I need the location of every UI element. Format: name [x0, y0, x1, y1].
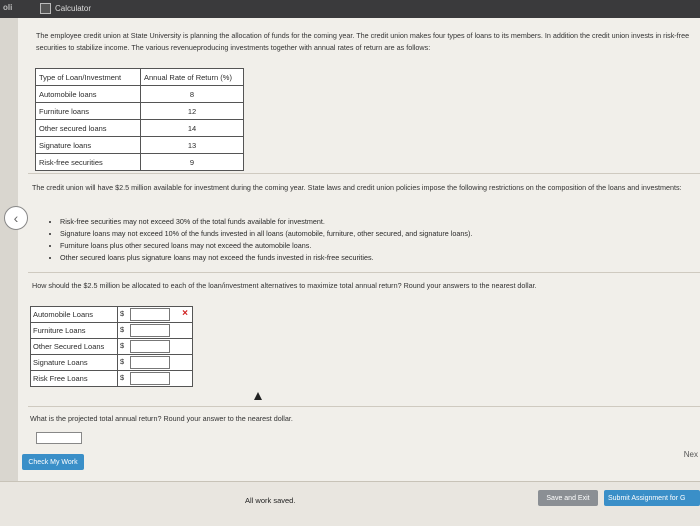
app-logo: oli: [3, 3, 13, 12]
calculator-label: Calculator: [55, 4, 92, 13]
furniture-loans-input[interactable]: [130, 324, 170, 337]
intro-text: The employee credit union at State University is planning the allocation of funds for the coming year. The credit union makes four types of loans to its members. In addition the credit union invests in risk-free securities to stabilize income. The various revenueproducing investments together with annual rates of return are as follows:: [36, 31, 690, 52]
loan-rate: 12: [141, 103, 244, 120]
answer-cell: [118, 307, 193, 323]
calculator-button[interactable]: [40, 3, 91, 14]
table-row: [31, 339, 193, 355]
question-allocation: How should the $2.5 million be allocated to each of the loan/investment alternatives to maximize total annual return? Round your answers to the nearest dollar.: [32, 281, 537, 290]
loan-rate: 8: [141, 86, 244, 103]
loan-type: Automobile loans: [36, 86, 141, 103]
list-item: • Furniture loans plus other secured loans may not exceed the automobile loans.: [60, 240, 700, 252]
calculator-icon: [40, 3, 51, 14]
currency-symbol: $: [120, 325, 125, 335]
divider: [28, 406, 700, 407]
back-button[interactable]: [4, 206, 28, 230]
answer-label: Furniture Loans: [31, 323, 118, 339]
question-total-return: What is the projected total annual return? Round your answer to the nearest dollar.: [30, 414, 293, 423]
table-row: [36, 120, 244, 137]
answers-table: [30, 306, 193, 387]
currency-symbol: $: [120, 373, 125, 383]
chevron-left-icon: ‹: [13, 210, 19, 226]
list-item: • Signature loans may not exceed 10% of the funds invested in all loans (automobile, furniture, other secured, and signature loans).: [60, 228, 700, 240]
table-header-row: [36, 69, 244, 86]
answer-label: Automobile Loans: [31, 307, 118, 323]
answer-label: Signature Loans: [31, 355, 118, 371]
total-return-input[interactable]: [36, 432, 82, 444]
answer-cell: [118, 355, 193, 371]
automobile-loans-input[interactable]: [130, 308, 170, 321]
answer-label: Risk Free Loans: [31, 371, 118, 387]
table-row: [31, 323, 193, 339]
table-row: [36, 86, 244, 103]
check-my-work-button[interactable]: Check My Work: [22, 454, 84, 470]
constraints-intro: The credit union will have $2.5 million available for investment during the coming year. State laws and credit union policies impose the following restrictions on the composition of the loans and investments:: [32, 183, 682, 192]
answer-cell: [118, 323, 193, 339]
constraints-list: [48, 216, 700, 264]
list-item: • Other secured loans plus signature loans may not exceed the funds invested in risk-free securities.: [60, 252, 700, 264]
signature-loans-input[interactable]: [130, 356, 170, 369]
divider: [28, 173, 700, 174]
save-status: All work saved.: [245, 496, 296, 505]
mouse-cursor-icon: [254, 392, 262, 400]
table-row: [36, 103, 244, 120]
currency-symbol: $: [120, 357, 125, 367]
answer-cell: [118, 339, 193, 355]
returns-table: [35, 68, 244, 171]
table-row: [36, 137, 244, 154]
save-and-exit-button[interactable]: Save and Exit: [538, 490, 598, 506]
top-bar: [0, 0, 700, 18]
risk-free-loans-input[interactable]: [130, 372, 170, 385]
error-x-icon: ×: [182, 308, 188, 319]
table-row: [31, 355, 193, 371]
footer-bar: [0, 481, 700, 526]
answer-label: Other Secured Loans: [31, 339, 118, 355]
list-item: • Risk-free securities may not exceed 30% of the total funds available for investment.: [60, 216, 700, 228]
answer-cell: [118, 371, 193, 387]
loan-rate: 9: [141, 154, 244, 171]
currency-symbol: $: [120, 309, 125, 319]
other-secured-loans-input[interactable]: [130, 340, 170, 353]
table-row: [31, 307, 193, 323]
divider: [28, 272, 700, 273]
loan-type: Risk-free securities: [36, 154, 141, 171]
header-rate: Annual Rate of Return (%): [141, 69, 244, 86]
loan-type: Furniture loans: [36, 103, 141, 120]
question-panel: [13, 18, 700, 481]
loan-rate: 13: [141, 137, 244, 154]
currency-symbol: $: [120, 341, 125, 351]
submit-assignment-button[interactable]: Submit Assignment for G: [604, 490, 700, 506]
header-type: Type of Loan/Investment: [36, 69, 141, 86]
table-row: [31, 371, 193, 387]
next-button[interactable]: Nex: [683, 450, 698, 459]
loan-type: Signature loans: [36, 137, 141, 154]
table-row: [36, 154, 244, 171]
loan-rate: 14: [141, 120, 244, 137]
loan-type: Other secured loans: [36, 120, 141, 137]
